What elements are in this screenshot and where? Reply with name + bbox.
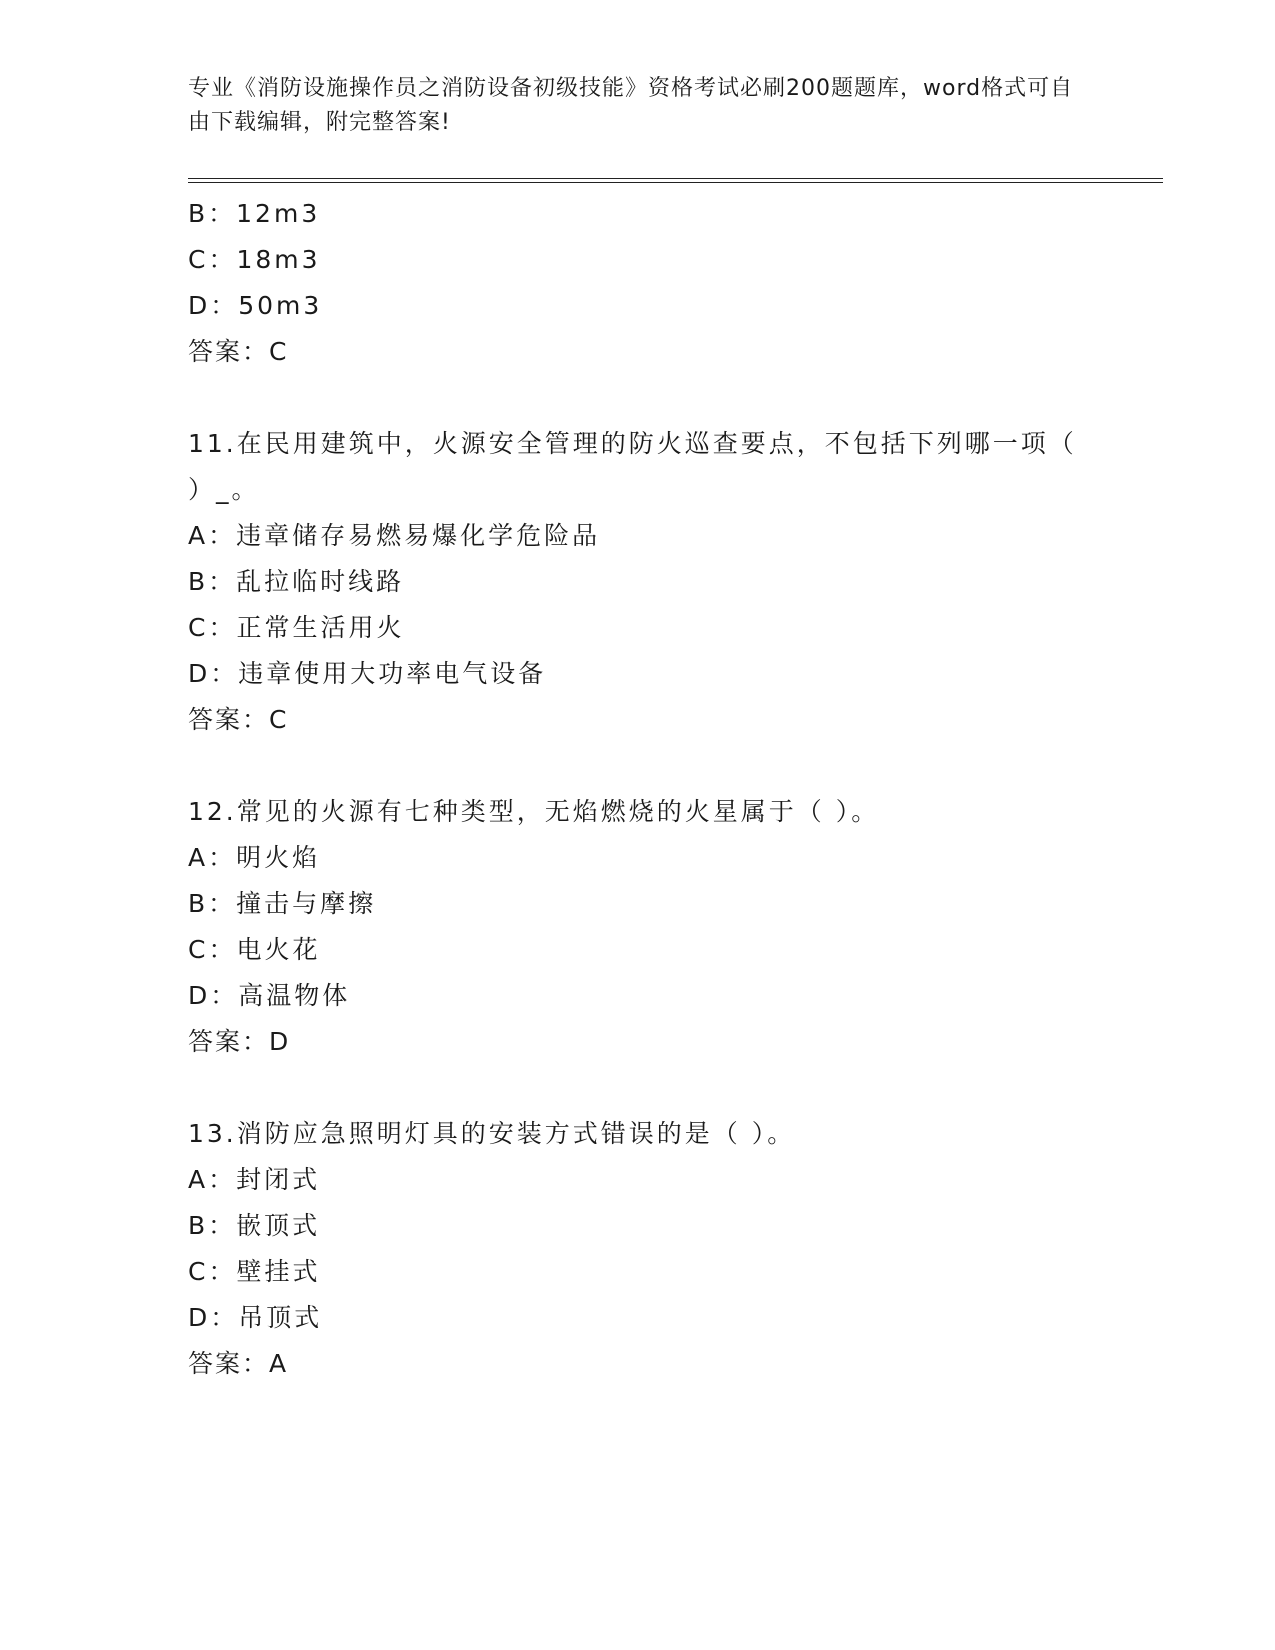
question-text: 13.消防应急照明灯具的安装方式错误的是（ ）。 xyxy=(188,1119,796,1148)
spacer xyxy=(188,375,1088,421)
option-d: D：吊顶式 xyxy=(188,1303,323,1332)
option-a: A：封闭式 xyxy=(188,1165,321,1194)
spacer xyxy=(188,743,1088,789)
option-b: B：撞击与摩擦 xyxy=(188,889,377,918)
option-b: B：嵌顶式 xyxy=(188,1211,321,1240)
question-text: 12.常见的火源有七种类型，无焰燃烧的火星属于（ ）。 xyxy=(188,797,880,826)
answer: 答案：C xyxy=(188,705,289,734)
option-d: D：高温物体 xyxy=(188,981,351,1010)
option-d: D：违章使用大功率电气设备 xyxy=(188,659,547,688)
answer: 答案：D xyxy=(188,1027,291,1056)
previous-question-tail xyxy=(188,191,1088,375)
question-content xyxy=(188,191,1088,1387)
header-divider xyxy=(188,178,1163,183)
question-11 xyxy=(188,421,1088,743)
answer: 答案：C xyxy=(188,337,289,366)
question-13 xyxy=(188,1111,1088,1387)
option-c: C：18m3 xyxy=(188,245,321,274)
option-c: C：壁挂式 xyxy=(188,1257,321,1286)
option-c: C：电火花 xyxy=(188,935,321,964)
option-d: D：50m3 xyxy=(188,291,323,320)
option-a: A：明火焰 xyxy=(188,843,321,872)
document-header: 专业《消防设施操作员之消防设备初级技能》资格考试必刷200题题库，word格式可自由下载编辑，附完整答案! xyxy=(188,76,1074,135)
option-b: B：12m3 xyxy=(188,199,321,228)
option-b: B：乱拉临时线路 xyxy=(188,567,405,596)
option-a: A：违章储存易燃易爆化学危险品 xyxy=(188,521,601,550)
answer: 答案：A xyxy=(188,1349,289,1378)
question-12 xyxy=(188,789,1088,1065)
option-c: C：正常生活用火 xyxy=(188,613,405,642)
spacer xyxy=(188,1065,1088,1111)
question-text: 11.在民用建筑中，火源安全管理的防火巡查要点，不包括下列哪一项（ ）_。 xyxy=(188,429,1077,504)
